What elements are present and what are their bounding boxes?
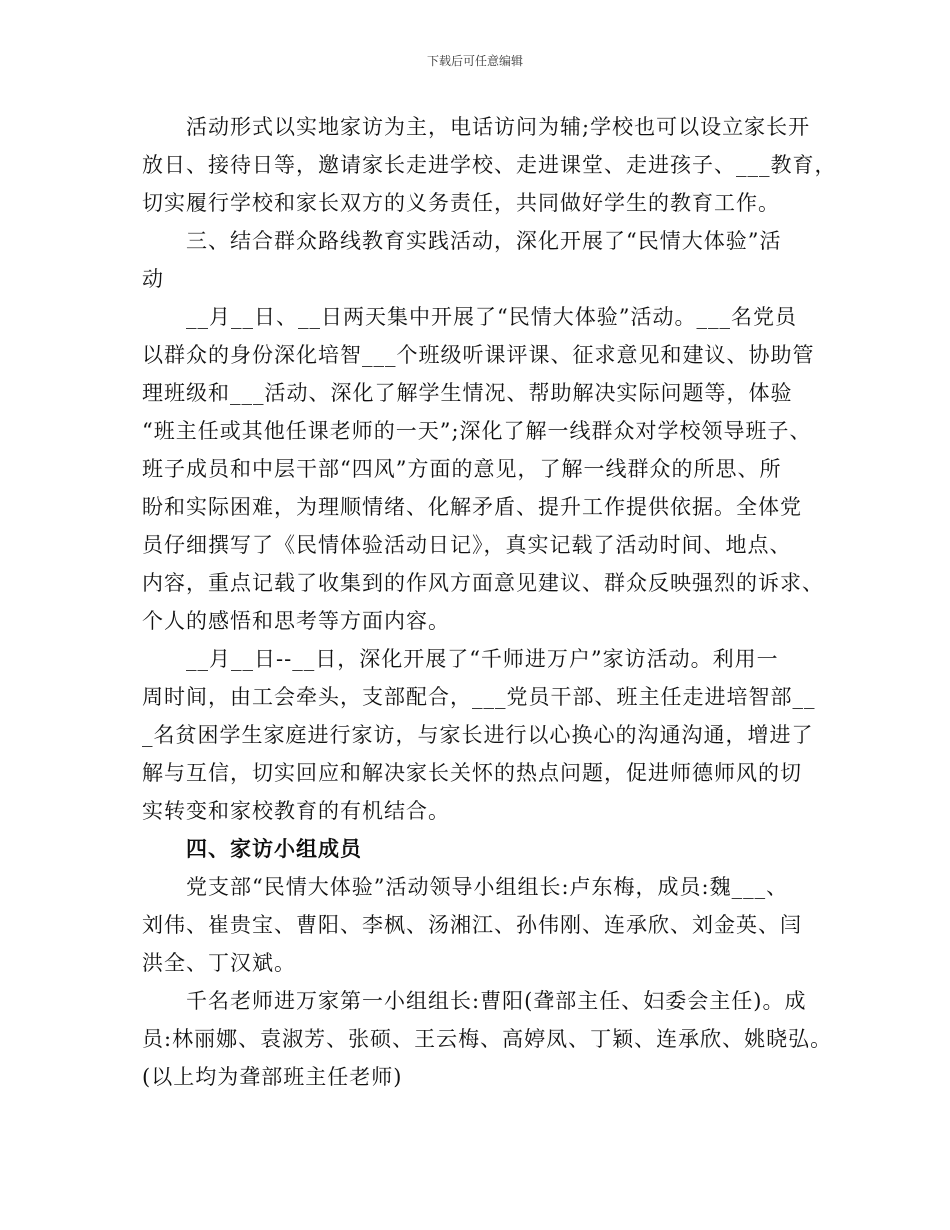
text-line: 切实履行学校和家长双方的义务责任，共同做好学生的教育工作。 xyxy=(142,191,780,215)
text-line: 内容，重点记载了收集到的作风方面意见建议、群众反映强烈的诉求、 xyxy=(142,571,824,595)
text-line: 活动形式以实地家访为主，电话访问为辅;学校也可以设立家长开 xyxy=(186,115,811,139)
text-line: __月__日--__日，深化开展了“千师进万户”家访活动。利用一 xyxy=(186,647,779,671)
text-line: “班主任或其他任课老师的一天”;深化了解一线群众对学校领导班子、 xyxy=(142,419,812,443)
text-line: 党支部“民情大体验”活动领导小组组长:卢东梅，成员:魏___、 xyxy=(186,875,789,899)
text-line: 洪全、丁汉斌。 xyxy=(142,951,296,975)
text-line: 千名老师进万家第一小组组长:曹阳(聋部主任、妇委会主任)。成 xyxy=(186,989,807,1013)
text-line: 放日、接待日等，邀请家长走进学校、走进课堂、走进孩子、___教育， xyxy=(142,153,837,177)
text-line: __月__日、__日两天集中开展了“民情大体验”活动。___名党员 xyxy=(186,305,797,329)
text-line: 盼和实际困难，为理顺情绪、化解矛盾、提升工作提供依据。全体党 xyxy=(142,495,802,519)
text-line: 实转变和家校教育的有机结合。 xyxy=(142,799,450,823)
text-line: 员仔细撰写了《民情体验活动日记》，真实记载了活动时间、地点、 xyxy=(142,533,792,557)
text-line: 理班级和___活动、深化了解学生情况、帮助解决实际问题等，体验 xyxy=(142,381,793,405)
text-line: 个人的感悟和思考等方面内容。 xyxy=(142,609,450,633)
text-line: 刘伟、崔贵宝、曹阳、李枫、汤湘江、孙伟刚、连承欣、刘金英、闫 xyxy=(142,913,802,937)
section-heading: 四、家访小组成员 xyxy=(186,836,362,861)
document-body xyxy=(142,108,837,1096)
text-line: 员:林丽娜、袁淑芳、张硕、王云梅、高婷凤、丁颖、连承欣、姚晓弘。 xyxy=(142,1027,833,1051)
text-line: 解与互信，切实回应和解决家长关怀的热点问题，促进师德师风的切 xyxy=(142,761,802,785)
text-line: _名贫困学生家庭进行家访，与家长进行以心换心的沟通沟通，增进了 xyxy=(142,723,814,747)
text-line: 班子成员和中层干部“四风”方面的意见，了解一线群众的所思、所 xyxy=(142,457,782,481)
text-line: 周时间，由工会牵头，支部配合，___党员干部、班主任走进培智部__ xyxy=(142,685,816,709)
text-line: 以群众的身份深化培智___个班级听课评课、征求意见和建议、协助管 xyxy=(142,343,815,367)
text-line: 动 xyxy=(142,267,164,291)
page-header: 下载后可任意编辑 xyxy=(426,54,523,68)
text-line: (以上均为聋部班主任老师) xyxy=(142,1065,403,1089)
text-line: 三、结合群众路线教育实践活动，深化开展了“民情大体验”活 xyxy=(186,229,782,253)
